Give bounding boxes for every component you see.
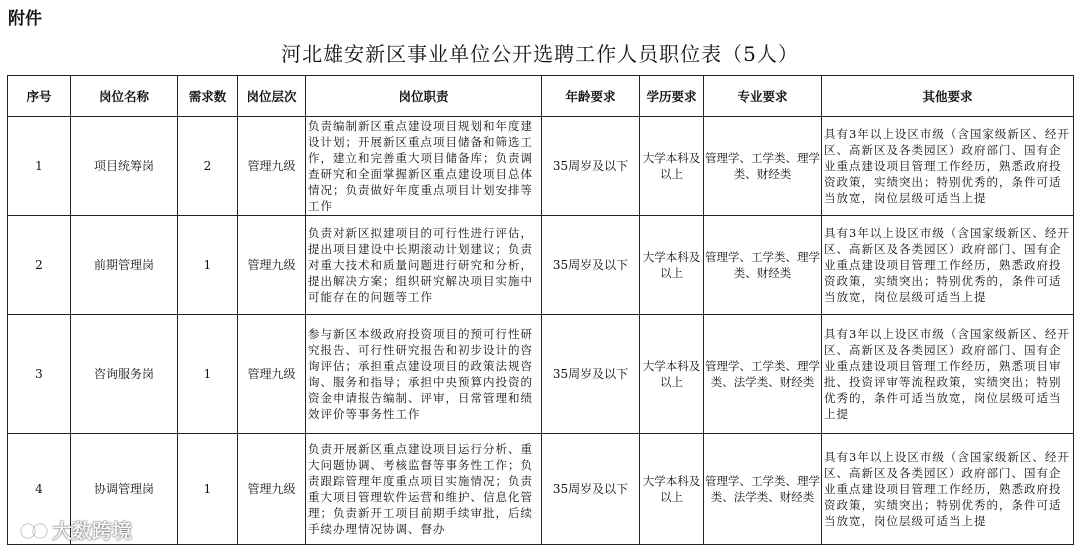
cell-education: 大学本科及以上 [640, 434, 704, 545]
cell-level: 管理九级 [238, 117, 306, 216]
cell-no: 4 [8, 434, 71, 545]
cell-duty: 参与新区本级政府投资项目的预可行性研究报告、可行性研究报告和初步设计的咨询评估；承担重点建设项目的政策法规咨询、服务和指导；承担中央预算内投资的资金申请报告编制、评审，日常管理和绩效评价等事务性工作 [306, 315, 542, 434]
cell-duty: 负责开展新区重点建设项目运行分析、重大问题协调、考核监督等事务性工作；负责跟踪管理年度重点项目实施情况；负责重大项目管理软件运营和维护、信息化管理；负责新开工项目前期手续审批，后续手续办理情况协调、督办 [306, 434, 542, 545]
cell-no: 3 [8, 315, 71, 434]
cell-position: 前期管理岗 [71, 216, 178, 315]
cell-other: 具有3年以上设区市级（含国家级新区、经开区、高新区及各类园区）政府部门、国有企业重点建设项目管理工作经历，熟悉政府投资政策，实绩突出；特别优秀的，条件可适当放宽，岗位层级可适当上提 [822, 117, 1074, 216]
cell-level: 管理九级 [238, 315, 306, 434]
cell-other: 具有3年以上设区市级（含国家级新区、经开区、高新区及各类园区）政府部门、国有企业重点建设项目管理工作经历，熟悉政府投资政策，实绩突出；特别优秀的，条件可适当放宽，岗位层级可适当上提 [822, 434, 1074, 545]
cell-major: 管理学、工学类、理学类、法学类、财经类 [704, 315, 822, 434]
cell-count: 1 [178, 434, 238, 545]
table-row [8, 117, 1074, 216]
header-no: 序号 [8, 76, 71, 117]
cell-level: 管理九级 [238, 216, 306, 315]
cell-major: 管理学、工学类、理学类、财经类 [704, 117, 822, 216]
header-age: 年龄要求 [542, 76, 640, 117]
positions-table [7, 75, 1074, 545]
cell-position: 协调管理岗 [71, 434, 178, 545]
cell-education: 大学本科及以上 [640, 216, 704, 315]
watermark-text: 大数跨境 [52, 519, 132, 543]
cell-count: 1 [178, 216, 238, 315]
header-level: 岗位层次 [238, 76, 306, 117]
cell-age: 35周岁及以下 [542, 315, 640, 434]
watermark [8, 515, 132, 544]
cell-position: 项目统筹岗 [71, 117, 178, 216]
cell-major: 管理学、工学类、理学类、法学类、财经类 [704, 434, 822, 545]
cell-age: 35周岁及以下 [542, 434, 640, 545]
watermark-logo-icon [8, 518, 48, 542]
page-title: 河北雄安新区事业单位公开选聘工作人员职位表（5人） [281, 42, 799, 66]
cell-level: 管理九级 [238, 434, 306, 545]
cell-count: 1 [178, 315, 238, 434]
cell-no: 2 [8, 216, 71, 315]
cell-education: 大学本科及以上 [640, 315, 704, 434]
cell-other: 具有3年以上设区市级（含国家级新区、经开区、高新区及各类园区）政府部门、国有企业重点建设项目管理工作经历，熟悉政府投资政策，实绩突出；特别优秀的，条件可适当放宽，岗位层级可适当上提 [822, 216, 1074, 315]
table-row [8, 315, 1074, 434]
cell-other: 具有3年以上设区市级（含国家级新区、经开区、高新区及各类园区）政府部门、国有企业重点建设项目管理工作经历，熟悉项目审批、投资评审等流程政策，实绩突出；特别优秀的，条件可适当放宽，岗位层级可适当上提 [822, 315, 1074, 434]
cell-no: 1 [8, 117, 71, 216]
cell-age: 35周岁及以下 [542, 216, 640, 315]
header-education: 学历要求 [640, 76, 704, 117]
cell-major: 管理学、工学类、理学类、财经类 [704, 216, 822, 315]
header-duty: 岗位职责 [306, 76, 542, 117]
cell-duty: 负责对新区拟建项目的可行性进行评估，提出项目建设中长期滚动计划建议；负责对重大技术和质量问题进行研究和分析，提出解决方案；组织研究解决项目实施中可能存在的问题等工作 [306, 216, 542, 315]
header-count: 需求数 [178, 76, 238, 117]
cell-count: 2 [178, 117, 238, 216]
header-major: 专业要求 [704, 76, 822, 117]
header-row [8, 76, 1074, 117]
cell-age: 35周岁及以下 [542, 117, 640, 216]
header-other: 其他要求 [822, 76, 1074, 117]
cell-position: 咨询服务岗 [71, 315, 178, 434]
attachment-label: 附件 [8, 9, 42, 29]
table-row [8, 434, 1074, 545]
table-row [8, 216, 1074, 315]
cell-duty: 负责编制新区重点建设项目规划和年度建设计划；开展新区重点项目储备和筛选工作，建立和完善重大项目储备库；负责调查研究和全面掌握新区重点建设项目总体情况；负责做好年度重点项目计划安排等工作 [306, 117, 542, 216]
header-position: 岗位名称 [71, 76, 178, 117]
cell-education: 大学本科及以上 [640, 117, 704, 216]
